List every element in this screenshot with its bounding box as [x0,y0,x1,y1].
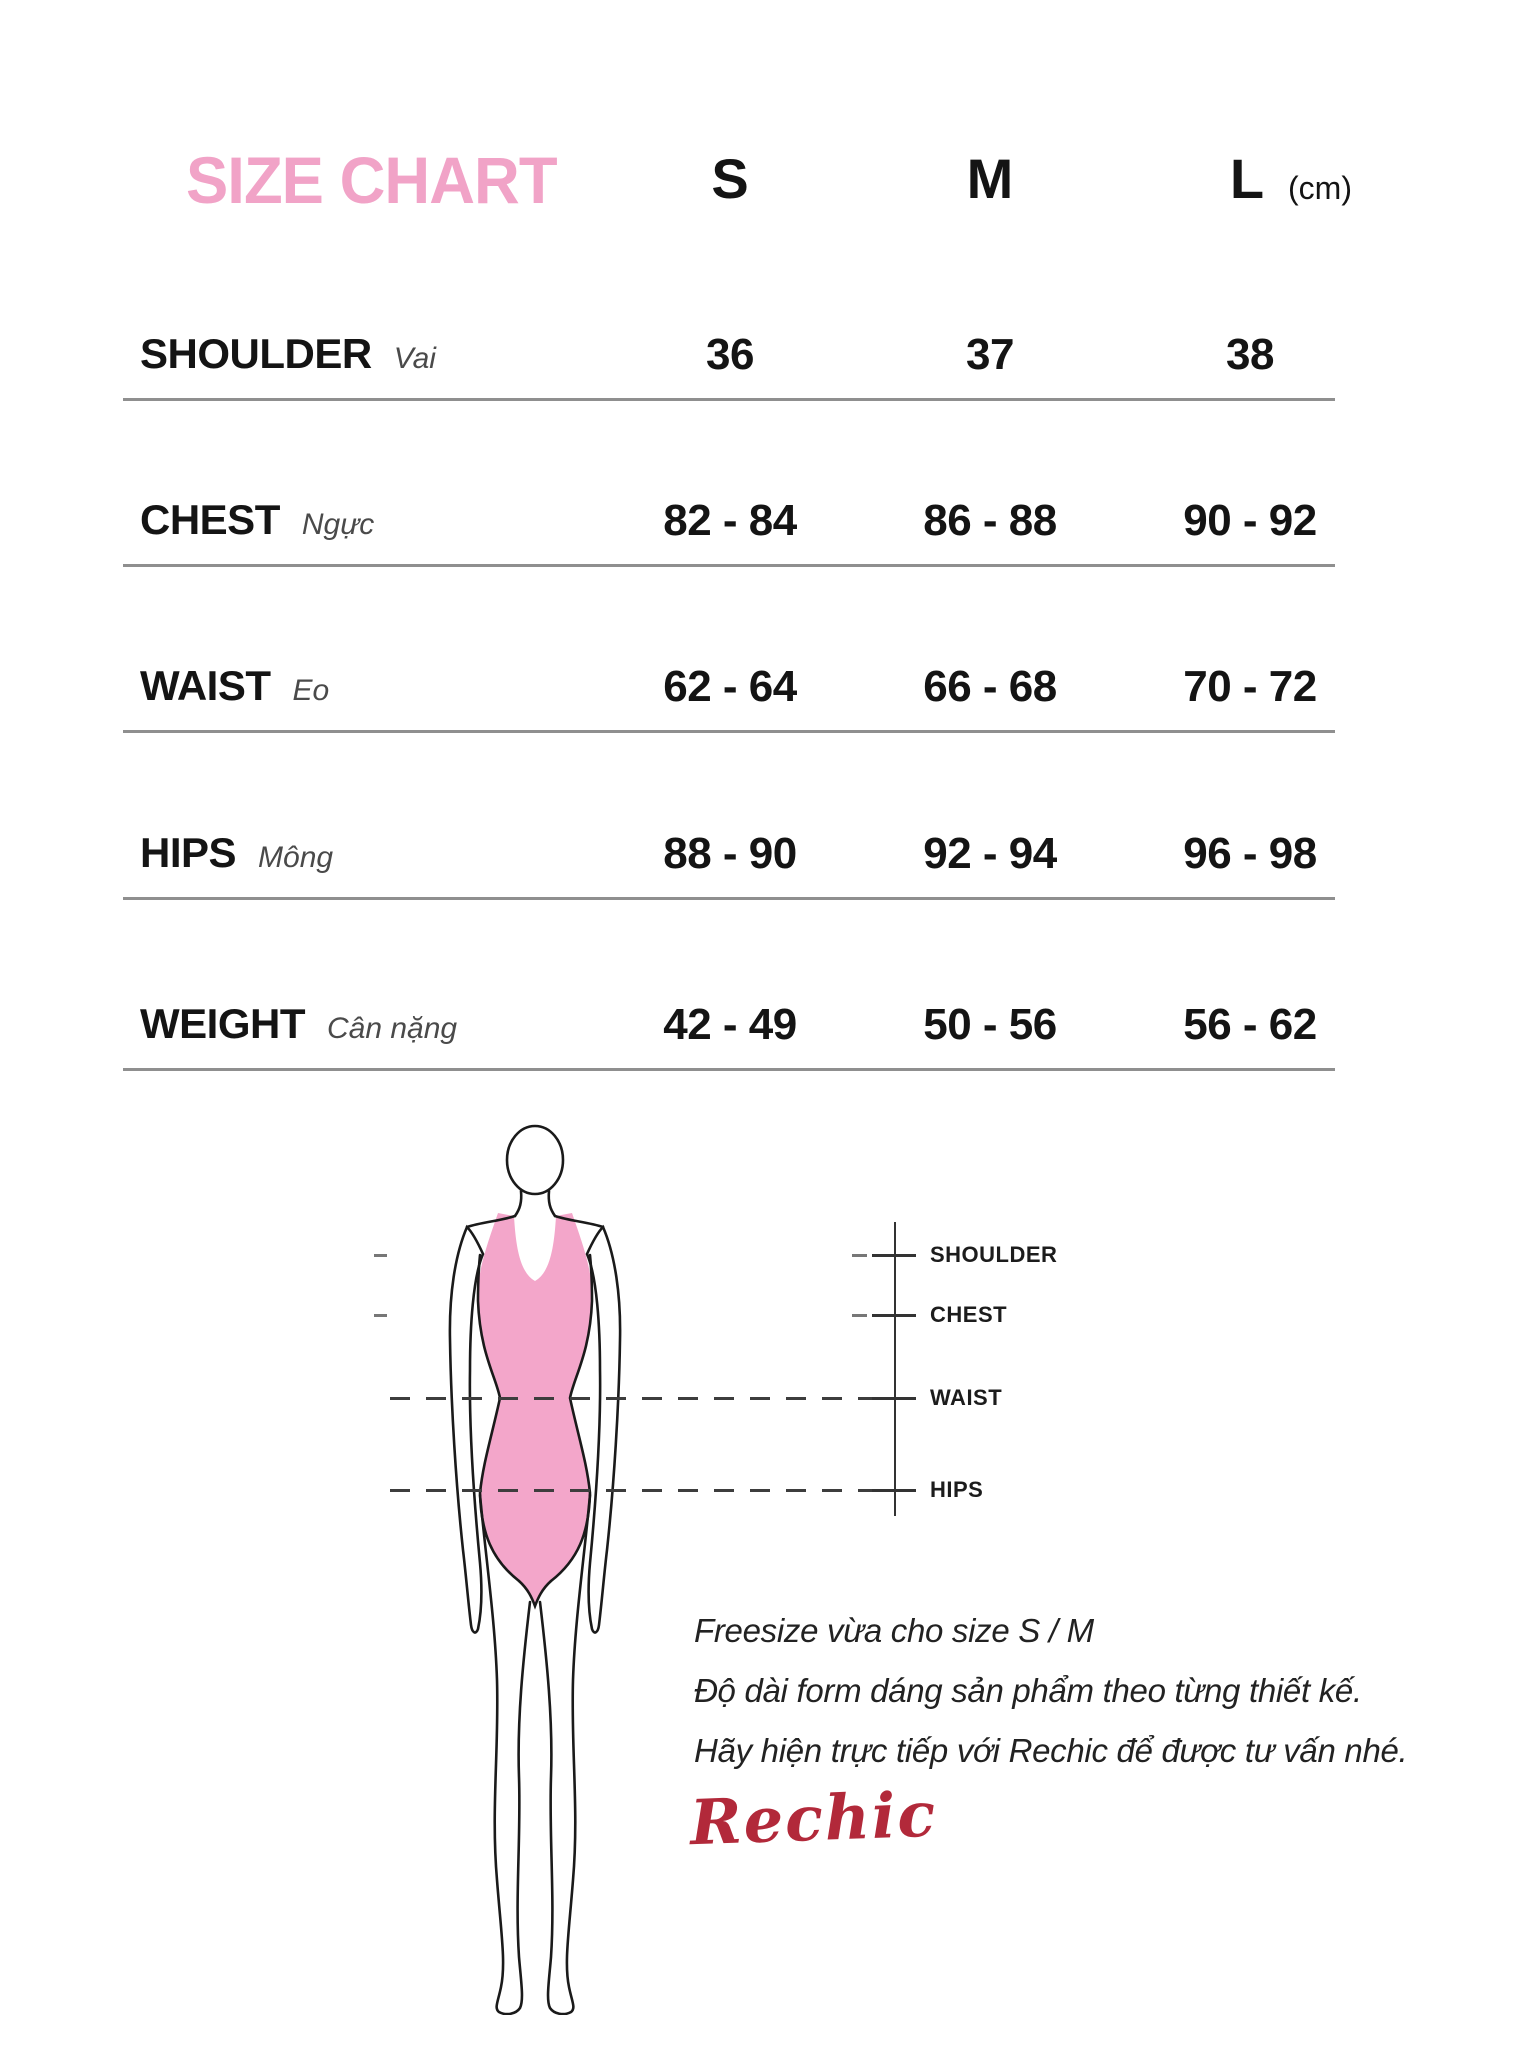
waist-dashed-line [390,1397,875,1400]
cell-chest-s: 82 - 84 [663,496,797,545]
table-row [140,1000,457,1050]
row-divider [123,398,1335,401]
row-divider [123,897,1335,900]
cell-waist-s: 62 - 64 [663,662,797,711]
chest-dash-left [374,1314,387,1317]
guide-tick-hips [872,1489,916,1492]
column-header-l: L [1229,147,1265,210]
cell-chest-m: 86 - 88 [923,496,1057,545]
shoulder-dash-right [852,1254,867,1257]
cell-weight-l: 56 - 62 [1183,1000,1317,1049]
brand-logo: Rechic [688,1777,939,1860]
cell-hips-s: 88 - 90 [663,829,797,878]
column-header-m: M [966,147,1014,210]
guide-label-hips: HIPS [930,1477,984,1502]
cell-weight-m: 50 - 56 [923,1000,1057,1049]
row-sublabel: Vai [393,342,436,375]
row-label: WAIST [140,662,271,709]
column-header-s: S [711,147,749,210]
page-title: SIZE CHART [186,143,557,217]
table-row [140,496,374,546]
row-label: WEIGHT [140,1000,305,1047]
cell-hips-l: 96 - 98 [1183,829,1317,878]
row-label: SHOULDER [140,330,372,377]
guide-axis-line [894,1222,896,1516]
row-sublabel: Ngực [301,508,375,541]
table-row [140,330,436,380]
guide-tick-waist [872,1397,916,1400]
figure-head [507,1126,563,1194]
row-divider [123,564,1335,567]
cell-waist-m: 66 - 68 [923,662,1057,711]
hips-dashed-line [390,1489,875,1492]
row-sublabel: Cân nặng [326,1012,458,1045]
cell-chest-l: 90 - 92 [1183,496,1317,545]
row-label: HIPS [140,829,237,876]
row-sublabel: Mông [258,841,334,874]
guide-label-waist: WAIST [930,1385,1003,1410]
cell-hips-m: 92 - 94 [923,829,1057,878]
row-label: CHEST [140,496,280,543]
body-figure-illustration [370,1105,700,2015]
row-divider [123,730,1335,733]
guide-label-shoulder: SHOULDER [930,1242,1058,1267]
swimsuit-shape [478,1213,592,1606]
figure-neck [515,1191,521,1216]
note-form-length: Độ dài form dáng sản phẩm theo từng thiết kế. [694,1672,1362,1709]
row-divider [123,1068,1335,1071]
note-contact: Hãy hiện trực tiếp với Rechic để được tư vấn nhé. [694,1732,1408,1769]
cell-waist-l: 70 - 72 [1183,662,1317,711]
guide-label-chest: CHEST [930,1302,1008,1327]
shoulder-dash-left [374,1254,387,1257]
unit-label: (cm) [1288,170,1352,206]
table-row [140,662,329,712]
guide-tick-chest [872,1314,916,1317]
chest-dash-right [852,1314,867,1317]
note-freesize: Freesize vừa cho size S / M [694,1612,1094,1649]
row-sublabel: Eo [292,674,330,707]
cell-shoulder-l: 38 [1226,330,1274,379]
cell-weight-s: 42 - 49 [663,1000,797,1049]
cell-shoulder-m: 37 [966,330,1014,379]
guide-tick-shoulder [872,1254,916,1257]
cell-shoulder-s: 36 [706,330,754,379]
table-row [140,829,333,879]
